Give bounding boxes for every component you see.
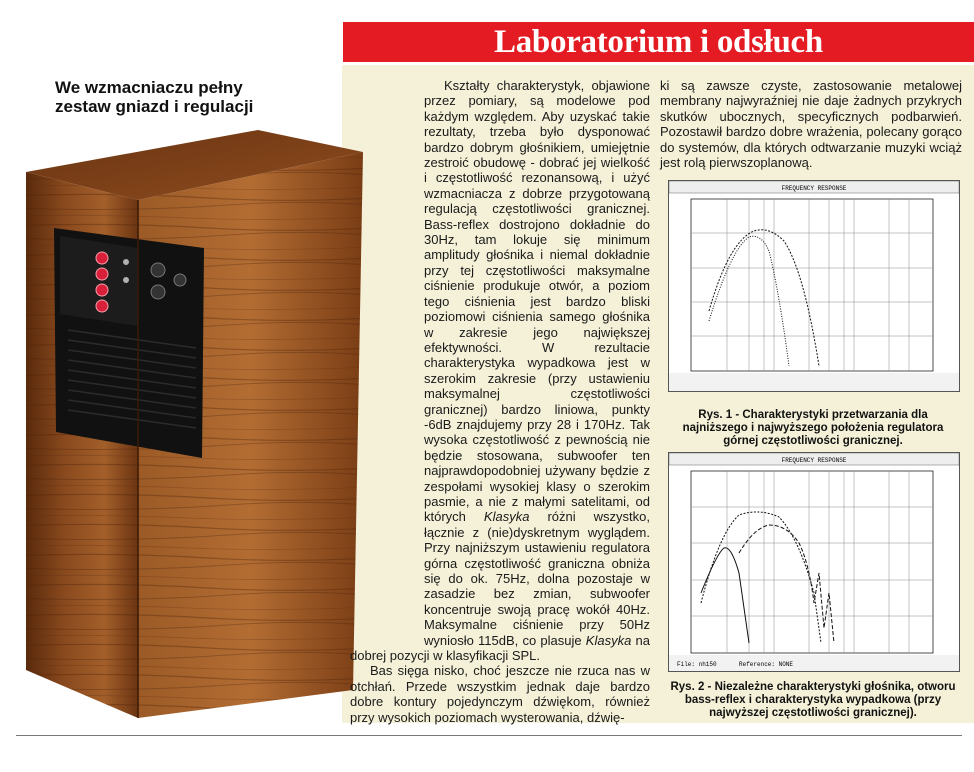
figure-1-caption: Rys. 1 - Charakterystyki przetwarzania dla najniższego i najwyższego położenia regulatora górnej częstotliwości granicznej. bbox=[682, 409, 944, 447]
figure-2-reference-label: Reference: NONE bbox=[739, 661, 794, 668]
paragraph-2: Bas sięga nisko, choć jeszcze nie rzuca nas w otchłań. Przede wszystkim jednak daje bardzo dobre kontury pojedynczym dźwiękom, również przy wysokich poziomach wysterowania, dźwię- bbox=[350, 663, 650, 725]
page-divider bbox=[16, 735, 962, 736]
figure-2-chart bbox=[668, 452, 960, 672]
figure-2-file-label: File: nh150 bbox=[677, 661, 717, 668]
figure-2-caption: Rys. 2 - Niezależne charakterystyki głośnika, otworu bass-reflex i charakterystyka wypadkowa (przy najwyższej częstotliwości granicznej). bbox=[670, 681, 956, 719]
section-banner: Laboratorium i odsłuch bbox=[343, 22, 974, 62]
paragraph-3: ki są zawsze czyste, zastosowanie metalowej membrany najwyraźniej nie daje żadnych przykrych skutków ubocznych, specyficznych podbarwień. Pozostawił bardzo dobre wrażenia, polecany gorąco do systemów, dla których odtwarzanie muzyki wciąż jest rolą pierwszoplanową. bbox=[660, 78, 962, 171]
lead-caption: We wzmacniaczu pełny zestaw gniazd i regulacji bbox=[55, 78, 254, 116]
article-column-2 bbox=[660, 78, 962, 170]
figure-1-chart bbox=[668, 180, 960, 392]
paragraph-1: Kształty charakterystyk, objawione przez pomiary, są modelowe pod każdym względem. Aby uzyskać takie rezultaty, trzeba było dysponować bardzo dobrym głośnikiem, umiejętnie zestroić obudowę - dobrać jej wielkość i częstotliwość rezonansową, i użyć wzmacniacza z dobrze przygotowaną regulacją częstotliwości granicznej. Bass-reflex dostrojono dokładnie do 30Hz, tam lokuje się minimum amplitudy głośnika i niemal dokładnie przy tej częstotliwości maksymalne ciśnienie produkuje otwór, a poziom tego ciśnienia jest bardzo bliski poziomowi ciśnienia samego głośnika w zakresie jego największej efektywności. W rezultacie charakterystyka wypadkowa jest w szerokim zakresie (przy ustawieniu maksymalnej częstotliwości granicznej) bardzo liniowa, punkty -6dB znajdujemy przy 28 i 170Hz. Tak wysoka częstotliwość z pewnością nie będzie stosowana, subwoofer ten najprawdopodobniej używany będzie z zespołami wysokiej klasy o szerokim pasmie, a nie z małymi satelitami, od których Klasyka różni wszystko, łącznie z (nie)dyskretnym wyglądem. Przy najniższym ustawieniu regulatora górna częstotliwość graniczna obniża się do ok. 75Hz, dolna pozostaje w zasadzie bez zmian, subwoofer koncentruje swoją pracę wokół 40Hz. Maksymalne ciśnienie przy 50Hz wyniosło 115dB, co plasuje Klasyka na dobrej pozycji w klasyfikacji SPL. bbox=[350, 78, 650, 664]
figure-2-header: FREQUENCY RESPONSE bbox=[781, 457, 847, 464]
figure-1-header: FREQUENCY RESPONSE bbox=[781, 185, 847, 192]
article-column-1 bbox=[350, 78, 650, 725]
